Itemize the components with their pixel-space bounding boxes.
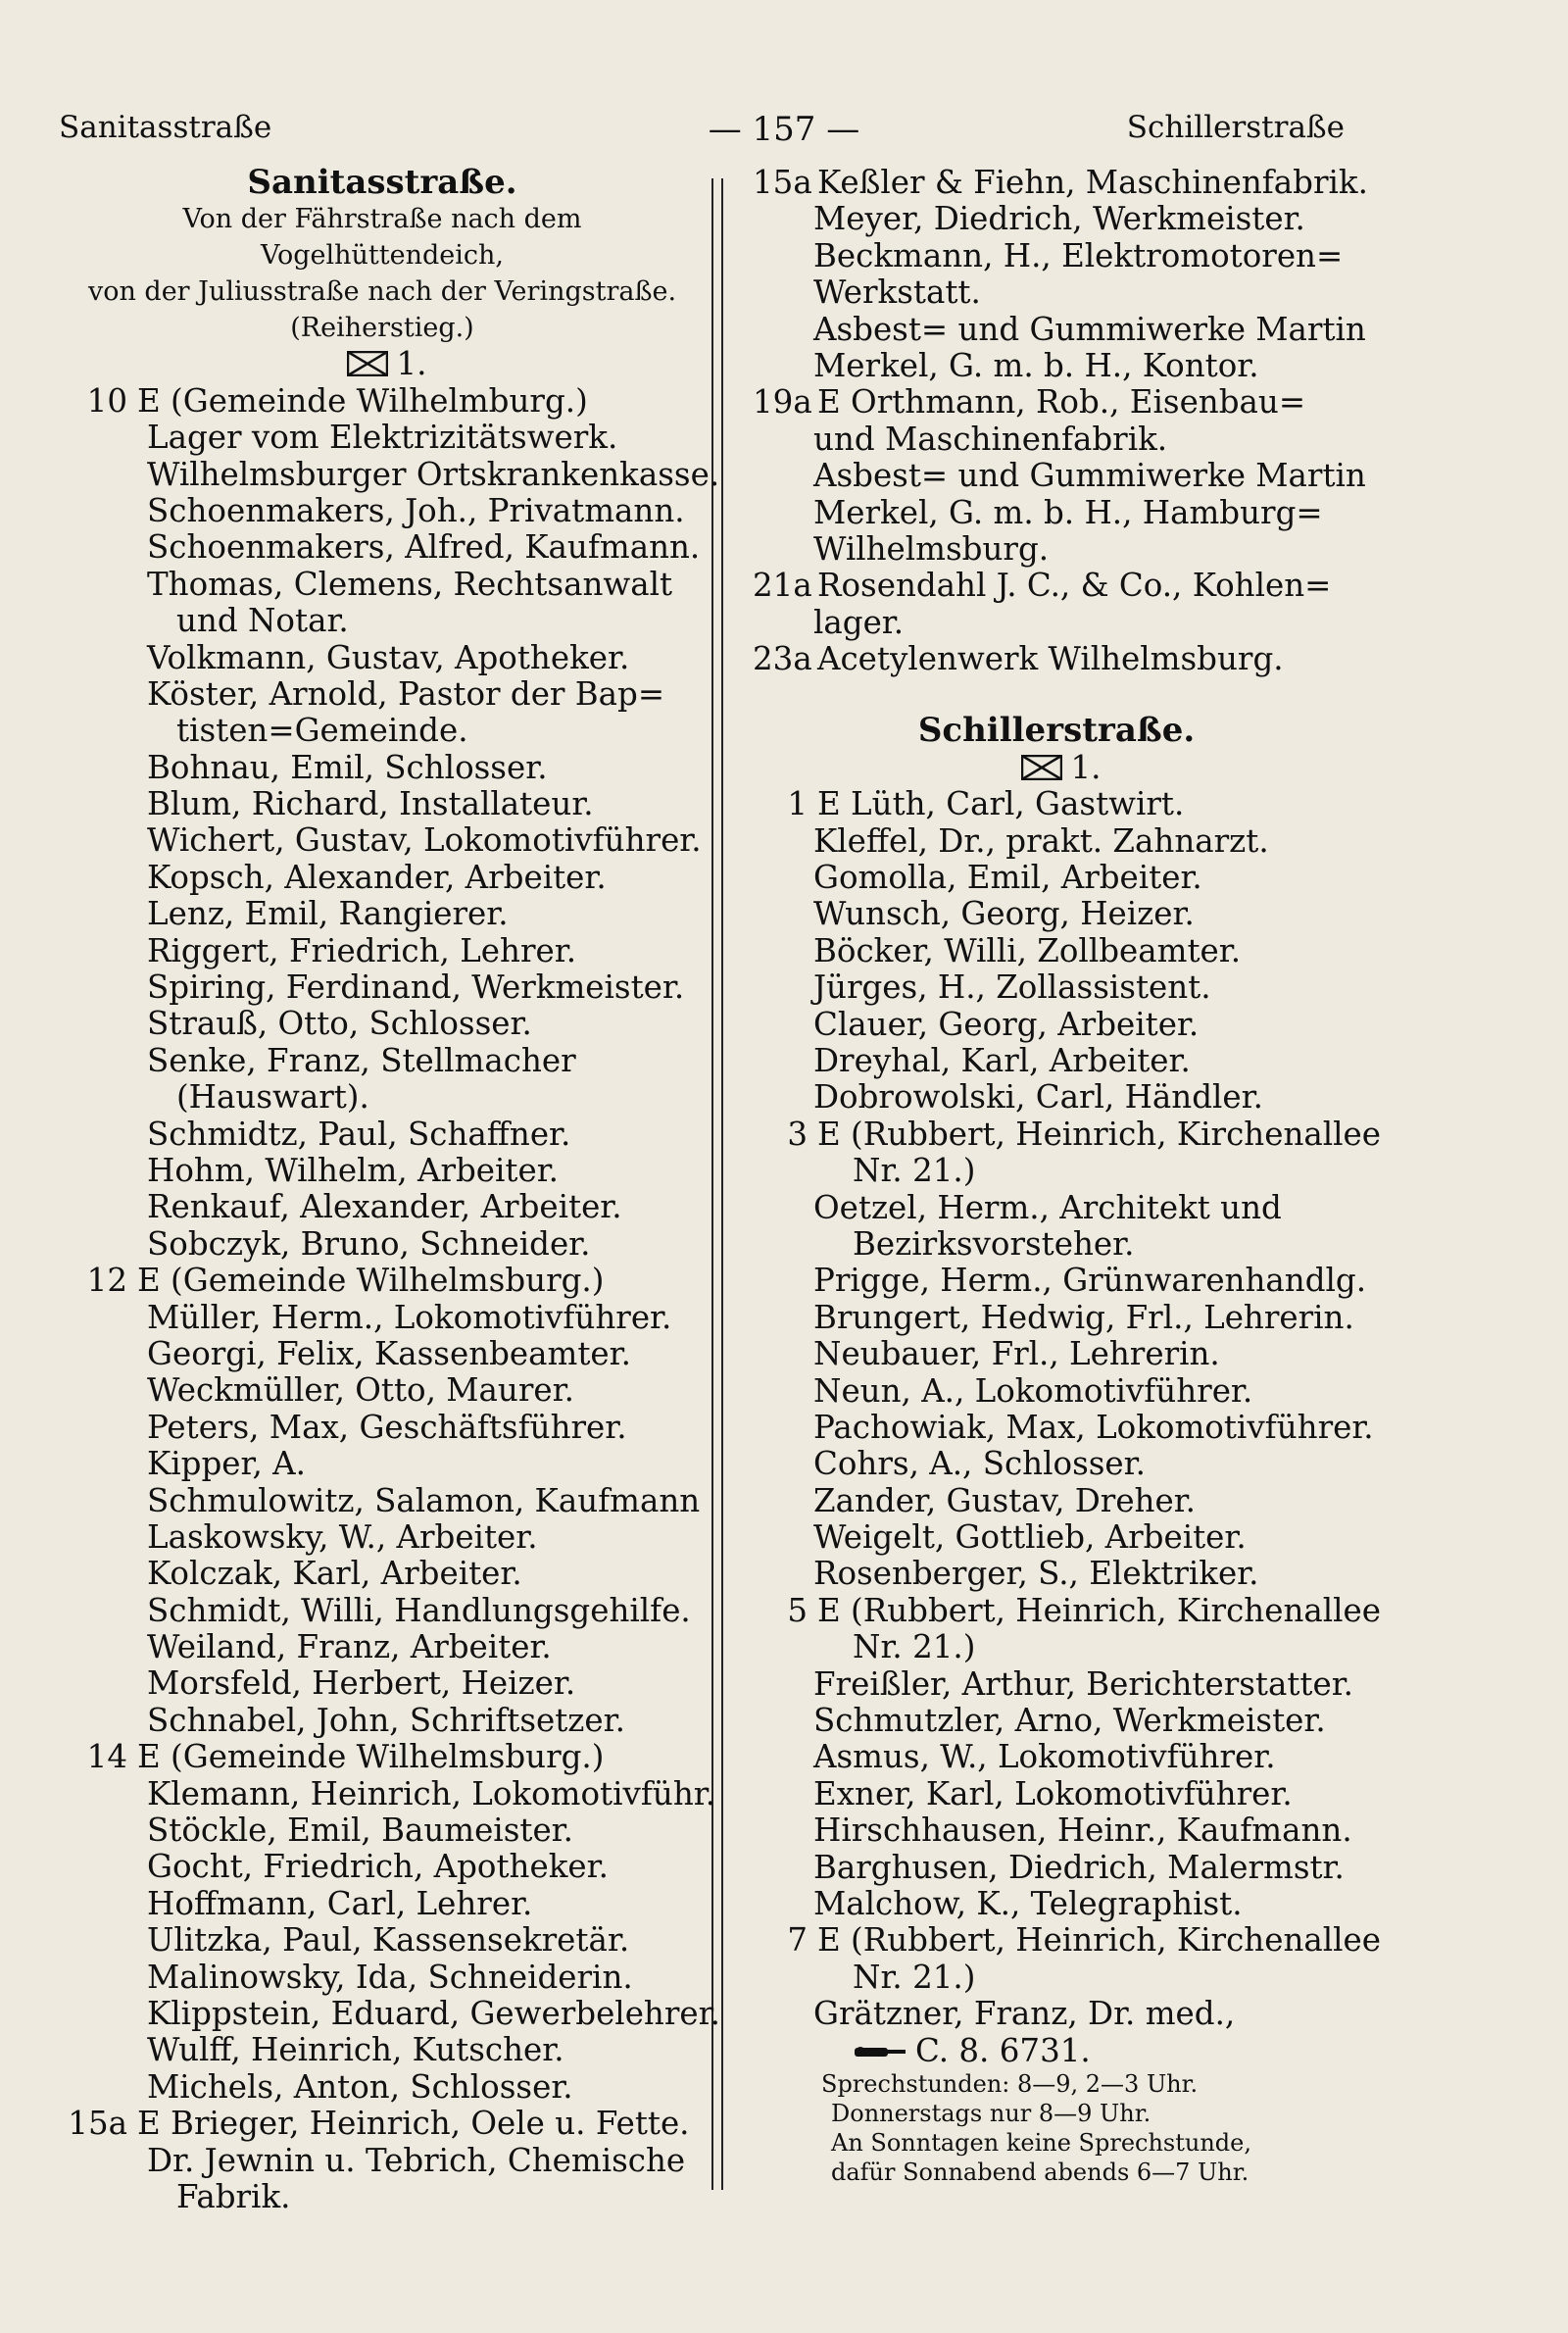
entry-line: Freißler, Arthur, Berichterstatter. (813, 1664, 1354, 1703)
entry-line: Dreyhal, Karl, Arbeiter. (813, 1041, 1191, 1079)
hours-line: Sprechstunden: 8—9, 2—3 Uhr. (821, 2069, 1199, 2098)
house-entry (753, 568, 1360, 604)
entry-list (753, 164, 1368, 678)
entry-line: Kopsch, Alexander, Arbeiter. (147, 858, 607, 896)
entry-line: Köster, Arnold, Pastor der Bap= (147, 674, 665, 713)
entry-line: Schmidt, Willi, Handlungsgehilfe. (147, 1591, 691, 1629)
entry-list (753, 785, 1382, 2069)
house-entry (753, 786, 1360, 822)
house-entry (753, 164, 1368, 201)
entry-line: Meyer, Diedrich, Werkmeister. (813, 200, 1305, 238)
entry-line: Schmidtz, Paul, Schaffner. (147, 1115, 571, 1153)
house-number: 14 (86, 1738, 127, 1776)
entry-line: Beckmann, H., Elektromotoren= (813, 236, 1344, 274)
house-number: 10 (86, 381, 127, 420)
house-entry (59, 1739, 706, 1775)
entry-text: E (Rubbert, Heinrich, Kirchenallee (817, 1591, 1382, 1629)
entry-line: Lenz, Emil, Rangierer. (147, 895, 509, 933)
entry-line: Kolczak, Karl, Arbeiter. (147, 1555, 522, 1593)
entry-line: Wulff, Heinrich, Kutscher. (147, 2031, 564, 2069)
entry-line: Sobczyk, Bruno, Schneider. (147, 1224, 591, 1263)
hours-line: Donnerstags nur 8—9 Uhr. (831, 2099, 1152, 2127)
entry-line: Volkmann, Gustav, Apotheker. (147, 638, 630, 676)
entry-line: Dobrowolski, Carl, Händler. (813, 1078, 1263, 1117)
entry-line: Renkauf, Alexander, Arbeiter. (147, 1188, 622, 1226)
telephone-number: C. 8. 6731. (915, 2031, 1091, 2069)
entry-line: Wichert, Gustav, Lokomotivführer. (147, 821, 702, 860)
entry-line: Gomolla, Emil, Arbeiter. (813, 859, 1202, 897)
entry-line: Oetzel, Herm., Architekt und (813, 1188, 1282, 1226)
entry-text: E Orthmann, Rob., Eisenbau= (817, 383, 1306, 422)
entry-line: Georgi, Felix, Kassenbeamter. (147, 1334, 631, 1372)
house-number: 12 (86, 1262, 127, 1300)
entry-line: lager. (813, 603, 905, 641)
entry-line: Nr. 21.) (853, 1958, 976, 1996)
postal-district-number: 1. (396, 345, 427, 383)
entry-line: Zander, Gustav, Dreher. (813, 1481, 1197, 1519)
entry-line: Exner, Karl, Lokomotivführer. (813, 1774, 1293, 1812)
consultation-hours (753, 2069, 1360, 2187)
street-district: (Reiherstieg.) (290, 313, 474, 344)
entry-line: Strauß, Otto, Schlosser. (147, 1005, 532, 1043)
running-head-right: Schillerstraße (1126, 110, 1345, 145)
entry-line: Hoffmann, Carl, Lehrer. (147, 1884, 533, 1922)
entry-line: Rosenberger, S., Elektriker. (813, 1555, 1259, 1593)
entry-text: E (Gemeinde Wilhelmsburg.) (137, 1738, 605, 1776)
house-number: 21a (753, 567, 812, 605)
entry-text: Acetylenwerk Wilhelmsburg. (817, 640, 1284, 678)
entry-line: Thomas, Clemens, Rechtsanwalt (147, 565, 673, 603)
entry-line: Malinowsky, Ida, Schneiderin. (147, 1958, 633, 1996)
entry-line: (Hauswart). (176, 1078, 369, 1117)
envelope-icon (1021, 755, 1062, 780)
entry-line: Schoenmakers, Alfred, Kaufmann. (147, 528, 701, 567)
right-column (753, 164, 1382, 2187)
entry-text: E (Rubbert, Heinrich, Kirchenallee (817, 1115, 1382, 1153)
entry-line: Wilhelmsburg. (813, 529, 1050, 568)
postal-district-number: 1. (1070, 748, 1102, 786)
entry-list (59, 381, 720, 2216)
entry-line: Müller, Herm., Lokomotivführer. (147, 1298, 672, 1336)
entry-line: Neun, A., Lokomotivführer. (813, 1371, 1253, 1410)
entry-text: E (Gemeinde Wilhelmsburg.) (137, 1262, 605, 1300)
entry-line: Laskowsky, W., Arbeiter. (147, 1517, 538, 1556)
entry-line: Weckmüller, Otto, Maurer. (147, 1371, 574, 1410)
street-route-line: von der Juliusstraße nach der Veringstraße. (87, 276, 677, 308)
entry-line: tisten=Gemeinde. (176, 712, 468, 750)
entry-line: Peters, Max, Geschäftsführer. (147, 1408, 627, 1446)
house-number: 19a (753, 383, 812, 422)
entry-line: Cohrs, A., Schlosser. (813, 1445, 1146, 1483)
entry-line: Weiland, Franz, Arbeiter. (147, 1628, 552, 1666)
entry-line: Kipper, A. (147, 1445, 306, 1483)
entry-line: Blum, Richard, Installateur. (147, 785, 594, 823)
entry-line: Kleffel, Dr., prakt. Zahnarzt. (813, 821, 1269, 860)
house-number: 23a (753, 640, 812, 678)
entry-line: Spiring, Ferdinand, Werkmeister. (147, 968, 685, 1007)
envelope-icon (347, 351, 388, 376)
entry-line: Bohnau, Emil, Schlosser. (147, 748, 548, 786)
house-entry (753, 1591, 1382, 1629)
entry-line: Schnabel, John, Schriftsetzer. (147, 1701, 625, 1739)
entry-line: Böcker, Willi, Zollbeamter. (813, 931, 1242, 969)
entry-line: Nr. 21.) (853, 1152, 976, 1190)
entry-line: Riggert, Friedrich, Lehrer. (147, 931, 577, 969)
entry-line: Stöckle, Emil, Baumeister. (147, 1812, 573, 1850)
telephone-entry (753, 2033, 1360, 2069)
entry-line: Brungert, Hedwig, Frl., Lehrerin. (813, 1298, 1354, 1336)
entry-line: Ulitzka, Paul, Kassensekretär. (147, 1921, 630, 1960)
entry-line: Dr. Jewnin u. Tebrich, Chemische (147, 2141, 686, 2179)
street-route-line: Von der Fährstraße nach dem Vogelhüttendeich, (182, 204, 582, 272)
entry-line: Neubauer, Frl., Lehrerin. (813, 1335, 1220, 1373)
entry-line: Schmulowitz, Salamon, Kaufmann (147, 1481, 701, 1519)
entry-line: Weigelt, Gottlieb, Arbeiter. (813, 1518, 1247, 1557)
entry-line: Hirschhausen, Heinr., Kaufmann. (813, 1812, 1352, 1850)
entry-text: E Brieger, Heinrich, Oele u. Fette. (137, 2105, 690, 2143)
hours-line: An Sonntagen keine Sprechstunde, (831, 2128, 1251, 2157)
house-number: 3 (787, 1115, 808, 1153)
house-entry (753, 1921, 1382, 1960)
entry-line: Prigge, Herm., Grünwarenhandlg. (813, 1262, 1367, 1300)
entry-line: Grätzner, Franz, Dr. med., (813, 1995, 1236, 2033)
entry-line: Wilhelmsburger Ortskrankenkasse. (147, 455, 720, 493)
house-number: 15a (753, 164, 812, 201)
house-entry (753, 1115, 1382, 1153)
entry-line: Fabrik. (176, 2177, 291, 2215)
page-number: — 157 — (708, 110, 860, 149)
house-entry (59, 1263, 706, 1299)
postal-district (753, 750, 1360, 786)
entry-line: Malchow, K., Telegraphist. (813, 1884, 1243, 1922)
entry-line: und Maschinenfabrik. (813, 420, 1168, 458)
entry-line: und Notar. (176, 602, 349, 640)
entry-line: Gocht, Friedrich, Apotheker. (147, 1848, 609, 1886)
house-number: 7 (787, 1921, 808, 1960)
house-entry (753, 641, 1360, 677)
entry-text: E Lüth, Carl, Gastwirt. (817, 785, 1185, 823)
entry-line: Morsfeld, Herbert, Heizer. (147, 1664, 576, 1703)
house-entry (59, 383, 706, 420)
entry-line: Michels, Anton, Schlosser. (147, 2067, 573, 2106)
entry-line: Asmus, W., Lokomotivführer. (813, 1738, 1276, 1776)
entry-line: Asbest= und Gummiwerke Martin (813, 457, 1366, 495)
entry-line: Merkel, G. m. b. H., Hamburg= (813, 493, 1323, 531)
entry-line: Hohm, Wilhelm, Arbeiter. (147, 1151, 560, 1189)
house-number: 5 (787, 1591, 808, 1629)
postal-district (59, 346, 706, 382)
entry-line: Merkel, G. m. b. H., Kontor. (813, 346, 1259, 384)
entry-line: Clauer, Georg, Arbeiter. (813, 1005, 1200, 1043)
entry-line: Schoenmakers, Joh., Privatmann. (147, 491, 685, 529)
entry-line: Klemann, Heinrich, Lokomotivführ. (147, 1774, 716, 1812)
entry-line: Asbest= und Gummiwerke Martin (813, 310, 1366, 348)
hours-line: dafür Sonnabend abends 6—7 Uhr. (831, 2158, 1250, 2186)
entry-text: E (Rubbert, Heinrich, Kirchenallee (817, 1921, 1382, 1960)
house-entry (753, 384, 1360, 421)
street-title: Sanitasstraße. (247, 163, 517, 202)
entry-line: Senke, Franz, Stellmacher (147, 1041, 576, 1079)
house-number: 1 (787, 785, 808, 823)
entry-line: Barghusen, Diedrich, Malermstr. (813, 1848, 1345, 1886)
entry-line: Klippstein, Eduard, Gewerbelehrer. (147, 1994, 720, 2032)
entry-line: Lager vom Elektrizitätswerk. (147, 419, 618, 457)
entry-line: Jürges, H., Zollassistent. (813, 968, 1211, 1007)
left-column (59, 163, 720, 2215)
entry-line: Bezirksvorsteher. (853, 1224, 1135, 1263)
entry-text: E (Gemeinde Wilhelmburg.) (137, 381, 588, 420)
entry-line: Schmutzler, Arno, Werkmeister. (813, 1702, 1326, 1740)
running-head (0, 110, 1568, 159)
entry-line: Werkstatt. (813, 273, 981, 312)
entry-line: Wunsch, Georg, Heizer. (813, 895, 1195, 933)
entry-line: Pachowiak, Max, Lokomotivführer. (813, 1408, 1374, 1446)
entry-text: Rosendahl J. C., & Co., Kohlen= (817, 567, 1332, 605)
entry-line: Nr. 21.) (853, 1628, 976, 1666)
running-head-left: Sanitasstraße (59, 110, 272, 145)
entry-text: Keßler & Fiehn, Maschinenfabrik. (817, 164, 1368, 201)
house-entry (59, 2106, 706, 2142)
telephone-icon (853, 2042, 907, 2061)
street-title: Schillerstraße. (917, 711, 1196, 751)
house-number: 15a (68, 2105, 127, 2143)
